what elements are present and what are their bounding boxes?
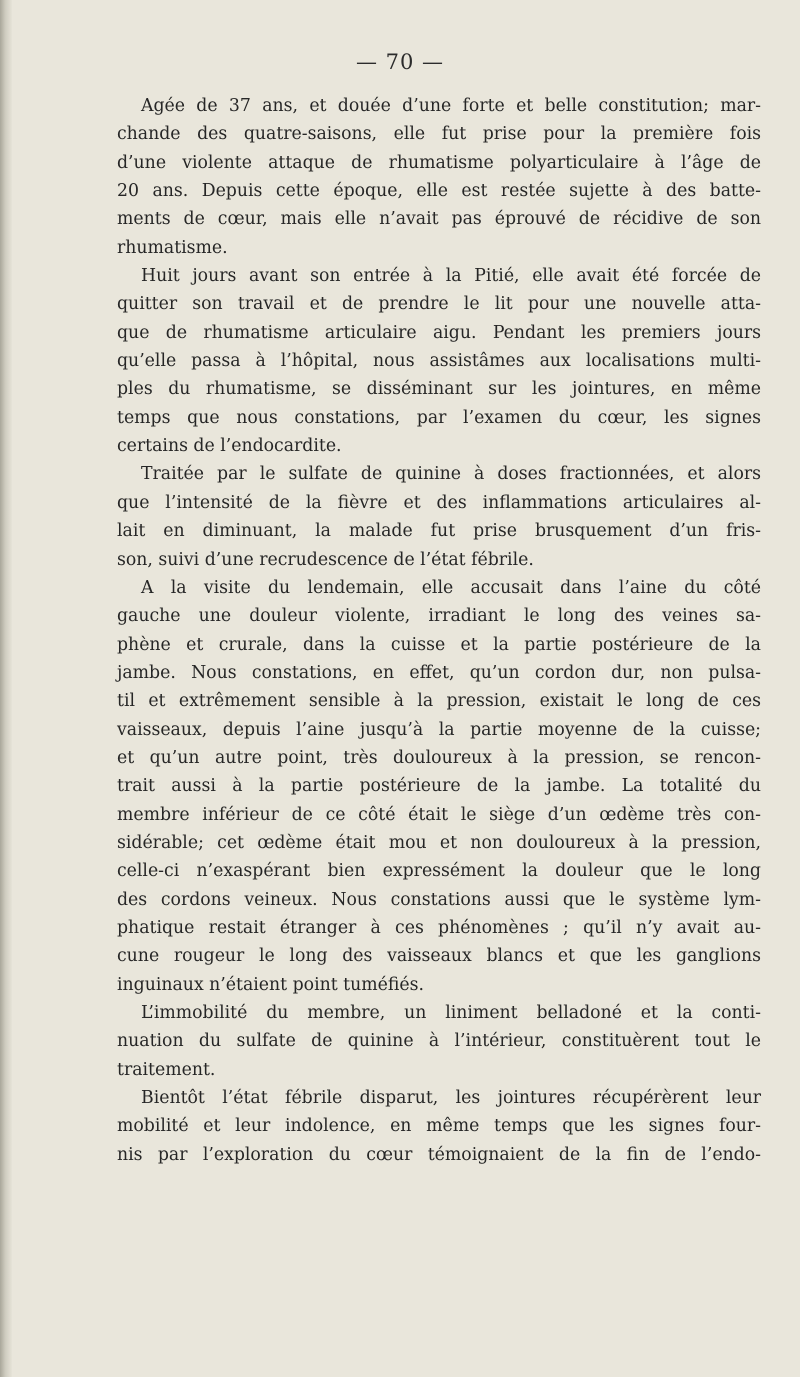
text-line: Agée de 37 ans, et douée d’une forte et belle constitution; mar- [141, 96, 761, 116]
text-line: des cordons veineux. Nous constations aussi que le système lym- [117, 889, 761, 910]
text-line: L’immobilité du membre, un liniment belladoné et la conti- [141, 1003, 761, 1023]
text-line: celle-ci n’exaspérant bien expressément la douleur que le long [117, 861, 761, 882]
text-line: certains de l’endocardite. [117, 436, 342, 457]
text-line: Huit jours avant son entrée à la Pitié, elle avait été forcée de [141, 266, 761, 287]
text-line: mobilité et leur indolence, en même temps que les signes four- [117, 1116, 761, 1137]
text-line: ples du rhumatisme, se disséminant sur les jointures, en même [117, 379, 761, 400]
text-line: Bientôt l’état fébrile disparut, les jointures récupérèrent leur [141, 1088, 761, 1109]
page-number: — 70 — [355, 50, 445, 74]
text-line: Traitée par le sulfate de quinine à doses fractionnées, et alors [141, 464, 761, 485]
text-line: inguinaux n’étaient point tuméfiés. [117, 974, 424, 995]
text-line: nis par l’exploration du cœur témoignaient de la fin de l’endo- [117, 1144, 761, 1165]
text-line: et qu’un autre point, très douloureux à la pression, se rencon- [117, 747, 761, 768]
text-line: d’une violente attaque de rhumatisme polyarticulaire à l’âge de [117, 152, 761, 173]
text-line: chande des quatre-saisons, elle fut prise pour la première fois [117, 124, 761, 145]
text-line: vaisseaux, depuis l’aine jusqu’à la partie moyenne de la cuisse; [117, 719, 761, 740]
text-line: til et extrêmement sensible à la pression, existait le long de ces [117, 691, 761, 712]
text-line: jambe. Nous constations, en effet, qu’un cordon dur, non pulsa- [117, 662, 761, 683]
text-line: ments de cœur, mais elle n’avait pas éprouvé de récidive de son [117, 209, 761, 230]
paragraph [117, 460, 761, 573]
paragraph [117, 262, 761, 460]
text-line: traitement. [117, 1059, 216, 1080]
text-line: temps que nous constations, par l’examen du cœur, les signes [117, 407, 761, 428]
text-line: phène et crurale, dans la cuisse et la partie postérieure de la [117, 634, 761, 655]
text-line: nuation du sulfate de quinine à l’intérieur, constituèrent tout le [117, 1031, 761, 1052]
text-line: qu’elle passa à l’hôpital, nous assistâmes aux localisations multi- [117, 351, 761, 372]
text-line: que l’intensité de la fièvre et des inflammations articulaires al- [117, 492, 761, 513]
text-line: membre inférieur de ce côté était le siège d’un œdème très con- [117, 804, 761, 825]
text-line: que de rhumatisme articulaire aigu. Pendant les premiers jours [117, 322, 761, 343]
paragraph [117, 92, 761, 262]
text-line: quitter son travail et de prendre le lit pour une nouvelle atta- [117, 294, 761, 315]
text-line: gauche une douleur violente, irradiant le long des veines sa- [117, 606, 761, 627]
paragraph [117, 574, 761, 999]
text-line: trait aussi à la partie postérieure de la jambe. La totalité du [117, 776, 761, 797]
page-binding-edge [0, 0, 12, 1377]
text-line: cune rougeur le long des vaisseaux blancs et que les ganglions [117, 946, 761, 967]
text-line: A la visite du lendemain, elle accusait dans l’aine du côté [141, 577, 761, 598]
text-line: rhumatisme. [117, 237, 228, 258]
paragraph [117, 1084, 761, 1169]
paragraph [117, 999, 761, 1084]
text-line: 20 ans. Depuis cette époque, elle est restée sujette à des batte- [117, 181, 761, 202]
text-line: son, suivi d’une recrudescence de l’état fébrile. [117, 549, 534, 570]
text-line: lait en diminuant, la malade fut prise brusquement d’un fris- [117, 521, 761, 542]
text-line: phatique restait étranger à ces phénomènes ; qu’il n’y avait au- [117, 917, 761, 938]
text-line: sidérable; cet œdème était mou et non douloureux à la pression, [117, 832, 761, 853]
body-text [117, 92, 761, 1169]
